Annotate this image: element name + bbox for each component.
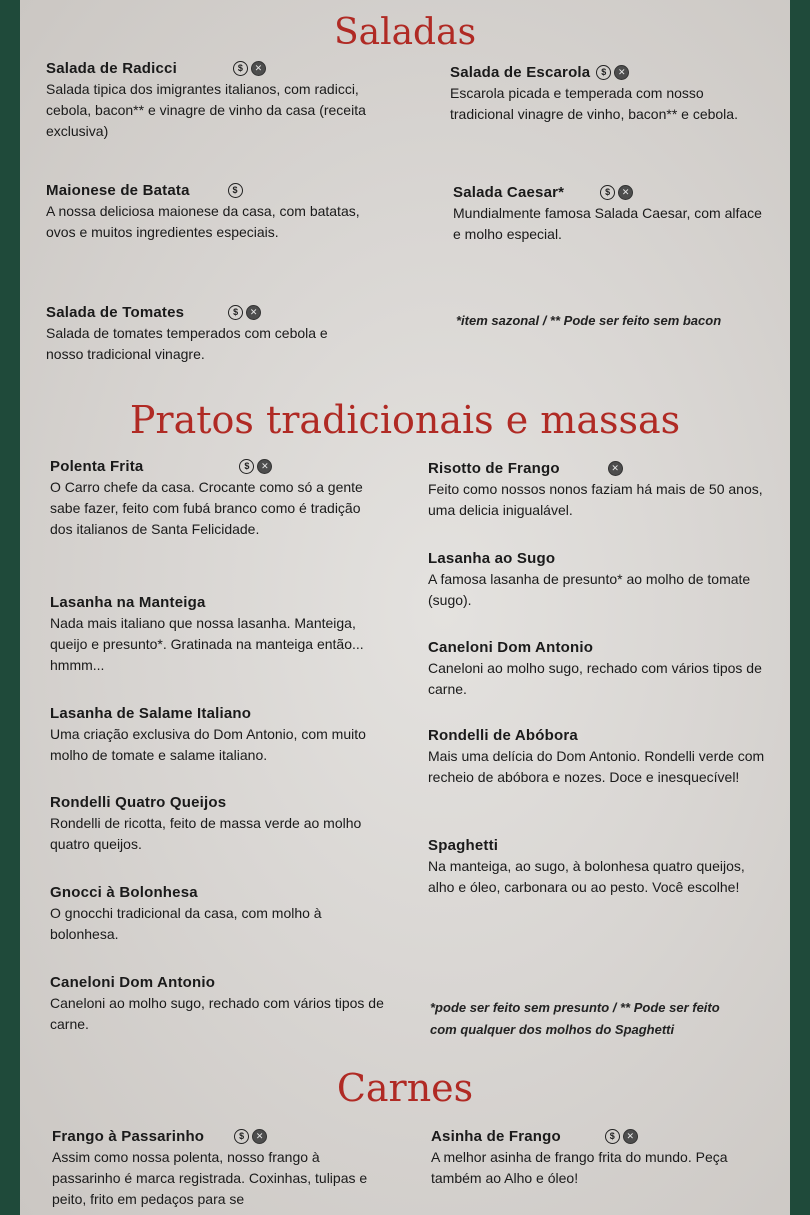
- item-description: Na manteiga, ao sugo, à bolonhesa quatro queijos, alho e óleo, carbonara ou ao pesto. Você escolhe!: [428, 858, 745, 895]
- item-description: Caneloni ao molho sugo, rechado com vários tipos de carne.: [50, 995, 384, 1032]
- item-description: A melhor asinha de frango frita do mundo. Peça também ao Alho e óleo!: [431, 1149, 728, 1186]
- menu-item: [46, 182, 366, 243]
- pork-icon: $: [605, 1129, 620, 1144]
- pratos-footnote: [430, 997, 720, 1041]
- item-description: Assim como nossa polenta, nosso frango à passarinho é marca registrada. Coxinhas, tulipas e peito, frito em pedaços para se: [52, 1149, 368, 1207]
- item-name: Asinha de Frango: [431, 1128, 561, 1145]
- menu-item: [52, 1128, 388, 1210]
- menu-item: [46, 60, 366, 142]
- menu-item: [431, 1128, 771, 1189]
- pork-icon: $: [239, 459, 254, 474]
- item-description: Salada de tomates temperados com cebola e nosso tradicional vinagre.: [46, 325, 328, 362]
- pork-icon: $: [234, 1129, 249, 1144]
- item-name: Risotto de Frango: [428, 460, 560, 477]
- pork-icon: $: [228, 305, 243, 320]
- menu-item: [453, 184, 763, 245]
- menu-item: [50, 705, 390, 766]
- item-name: Rondelli de Abóbora: [428, 727, 578, 744]
- menu-item: [428, 460, 768, 521]
- item-description: O gnocchi tradicional da casa, com molho à bolonhesa.: [50, 905, 322, 942]
- menu-item: [428, 837, 768, 898]
- item-description: Caneloni ao molho sugo, rechado com vários tipos de carne.: [428, 660, 762, 697]
- item-description: Escarola picada e temperada com nosso tradicional vinagre de vinho, bacon** e cebola.: [450, 85, 738, 122]
- item-name: Polenta Frita: [50, 458, 144, 475]
- item-name: Salada de Escarola: [450, 64, 591, 81]
- item-name: Rondelli Quatro Queijos: [50, 794, 227, 811]
- item-name: Lasanha ao Sugo: [428, 550, 556, 567]
- gluten-free-icon: ✕: [618, 185, 633, 200]
- item-description: Uma criação exclusiva do Dom Antonio, com muito molho de tomate e salame italiano.: [50, 726, 366, 763]
- menu-item: [50, 794, 386, 855]
- item-name: Lasanha de Salame Italiano: [50, 705, 252, 722]
- item-name: Salada de Tomates: [46, 304, 185, 321]
- item-description: O Carro chefe da casa. Crocante como só a gente sabe fazer, feito com fubá branco como é tradição dos italianos de Santa Felicidade.: [50, 479, 363, 537]
- item-name: Maionese de Batata: [46, 182, 190, 199]
- section-title-carnes: Carnes: [336, 1066, 474, 1110]
- gluten-free-icon: ✕: [251, 61, 266, 76]
- pork-icon: $: [596, 65, 611, 80]
- item-name: Spaghetti: [428, 837, 499, 854]
- saladas-footnote: *item sazonal / ** Pode ser feito sem bacon: [456, 313, 722, 328]
- item-description: A famosa lasanha de presunto* ao molho de tomate (sugo).: [428, 571, 751, 608]
- item-name: Frango à Passarinho: [52, 1128, 205, 1145]
- item-description: Feito como nossos nonos faziam há mais de 50 anos, uma delicia inigualável.: [428, 481, 763, 518]
- item-name: Gnocci à Bolonhesa: [50, 884, 198, 901]
- gluten-free-icon: ✕: [623, 1129, 638, 1144]
- menu-page: [20, 0, 790, 1215]
- gluten-free-icon: ✕: [608, 461, 623, 476]
- menu-item: [450, 64, 770, 125]
- pork-icon: $: [600, 185, 615, 200]
- item-description: A nossa deliciosa maionese da casa, com batatas, ovos e muitos ingredientes especiais.: [46, 203, 360, 240]
- menu-item: [428, 639, 774, 700]
- item-description: Mundialmente famosa Salada Caesar, com alface e molho especial.: [453, 205, 762, 242]
- menu-item: [50, 884, 386, 945]
- item-name: Caneloni Dom Antonio: [428, 639, 594, 656]
- menu-item: [46, 304, 366, 365]
- gluten-free-icon: ✕: [257, 459, 272, 474]
- item-description: Mais uma delícia do Dom Antonio. Rondelli verde com recheio de abóbora e nozes. Doce e inesquecível!: [428, 748, 765, 785]
- menu-item: [50, 458, 386, 540]
- gluten-free-icon: ✕: [252, 1129, 267, 1144]
- item-description: Salada tipica dos imigrantes italianos, com radicci, cebola, bacon** e vinagre de vinho da casa (receita exclusiva): [46, 81, 366, 139]
- item-name: Lasanha na Manteiga: [50, 594, 206, 611]
- section-title-pratos: Pratos tradicionais e massas: [129, 398, 681, 442]
- gluten-free-icon: ✕: [614, 65, 629, 80]
- item-name: Salada de Radicci: [46, 60, 177, 77]
- item-name: Salada Caesar*: [453, 184, 565, 201]
- menu-item: [428, 550, 774, 611]
- item-description: Nada mais italiano que nossa lasanha. Manteiga, queijo e presunto*. Gratinada na manteiga então... hmmm...: [50, 615, 364, 673]
- menu-item: [428, 727, 768, 788]
- menu-item: [50, 974, 386, 1035]
- gluten-free-icon: ✕: [246, 305, 261, 320]
- item-description: Rondelli de ricotta, feito de massa verde ao molho quatro queijos.: [50, 815, 362, 852]
- pork-icon: $: [233, 61, 248, 76]
- item-name: Caneloni Dom Antonio: [50, 974, 216, 991]
- pork-icon: $: [228, 183, 243, 198]
- pratos-footnote-line-1: *pode ser feito sem presunto / ** Pode ser feito: [430, 1000, 720, 1015]
- section-title-saladas: Saladas: [333, 12, 477, 53]
- menu-item: [50, 594, 386, 676]
- pratos-footnote-line-2: com qualquer dos molhos do Spaghetti: [430, 1022, 675, 1037]
